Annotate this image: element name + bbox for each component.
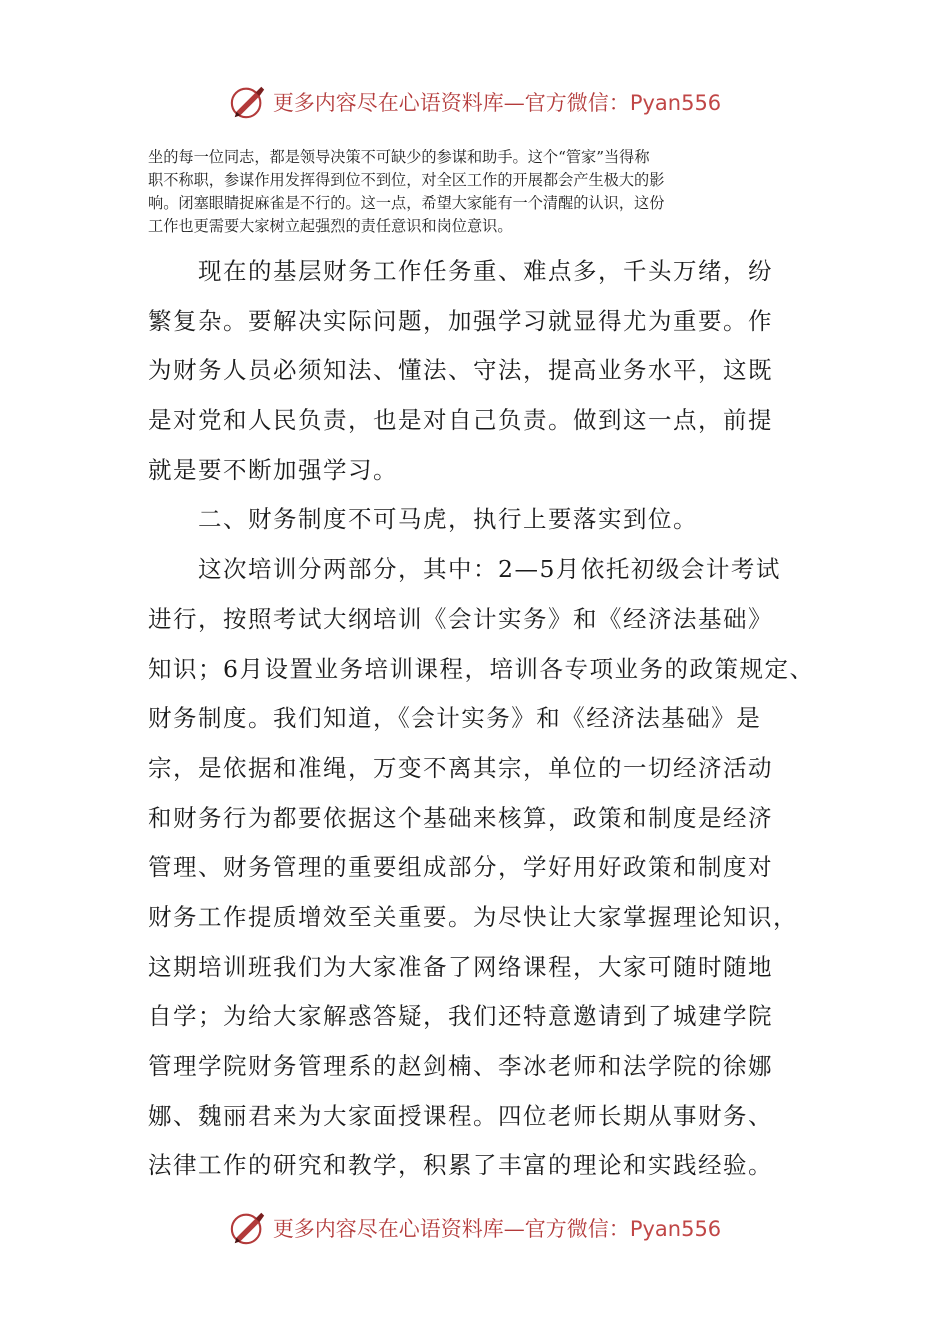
body-line: 知识；6月设置业务培训课程，培训各专项业务的政策规定、 <box>148 654 815 683</box>
body-line: 管理、财务管理的重要组成部分，学好用好政策和制度对 <box>148 853 773 882</box>
header-banner <box>0 80 950 124</box>
intro-line: 工作也更需要大家树立起强烈的责任意识和岗位意识。 <box>148 217 513 235</box>
body-line: 进行，按照考试大纲培训《会计实务》和《经济法基础》 <box>148 604 773 633</box>
body-line: 繁复杂。要解决实际问题，加强学习就显得尤为重要。作 <box>148 306 773 335</box>
wechat-id: Pyan556 <box>629 1217 722 1241</box>
section-heading: 二、财务制度不可马虎，执行上要落实到位。 <box>148 505 698 534</box>
body-line: 自学；为给大家解惑答疑，我们还特意邀请到了城建学院 <box>148 1002 773 1031</box>
footer-banner <box>0 1206 950 1250</box>
banner-label: 更多内容尽在心语资料库—官方微信： <box>272 1217 630 1241</box>
intro-line: 坐的每一位同志，都是领导决策不可缺少的参谋和助手。这个“管家”当得称 <box>148 148 650 166</box>
body-line: 法律工作的研究和教学，积累了丰富的理论和实践经验。 <box>148 1151 773 1180</box>
pen-logo-icon <box>229 83 267 121</box>
body-line: 财务制度。我们知道，《会计实务》和《经济法基础》是 <box>148 704 762 733</box>
body-line: 为财务人员必须知法、懂法、守法，提高业务水平，这既 <box>148 356 773 385</box>
banner-label: 更多内容尽在心语资料库—官方微信： <box>272 91 630 115</box>
intro-line: 职不称职，参谋作用发挥得到位不到位，对全区工作的开展都会产生极大的影 <box>148 171 665 189</box>
body-line: 和财务行为都要依据这个基础来核算，政策和制度是经济 <box>148 803 773 832</box>
banner-text <box>273 87 721 117</box>
body-line: 这次培训分两部分，其中：2—5月依托初级会计考试 <box>148 555 781 584</box>
body-line: 宗，是依据和准绳，万变不离其宗，单位的一切经济活动 <box>148 753 773 782</box>
body-text <box>148 247 848 1191</box>
banner-text <box>273 1213 721 1243</box>
body-line: 这期培训班我们为大家准备了网络课程，大家可随时随地 <box>148 952 773 981</box>
body-line: 管理学院财务管理系的赵剑楠、李冰老师和法学院的徐娜 <box>148 1052 773 1080</box>
body-line: 就是要不断加强学习。 <box>148 455 398 484</box>
pen-logo-icon <box>229 1209 267 1247</box>
wechat-id: Pyan556 <box>629 91 722 115</box>
intro-line: 响。闭塞眼睛捉麻雀是不行的。这一点，希望大家能有一个清醒的认识，这份 <box>148 194 665 212</box>
body-line: 现在的基层财务工作任务重、难点多，千头万绪，纷 <box>148 257 773 285</box>
body-line: 财务工作提质增效至关重要。为尽快让大家掌握理论知识， <box>148 902 798 931</box>
body-line: 娜、魏丽君来为大家面授课程。四位老师长期从事财务、 <box>148 1101 773 1130</box>
intro-paragraph <box>148 146 808 238</box>
body-line: 是对党和人民负责，也是对自己负责。做到这一点，前提 <box>148 406 773 435</box>
